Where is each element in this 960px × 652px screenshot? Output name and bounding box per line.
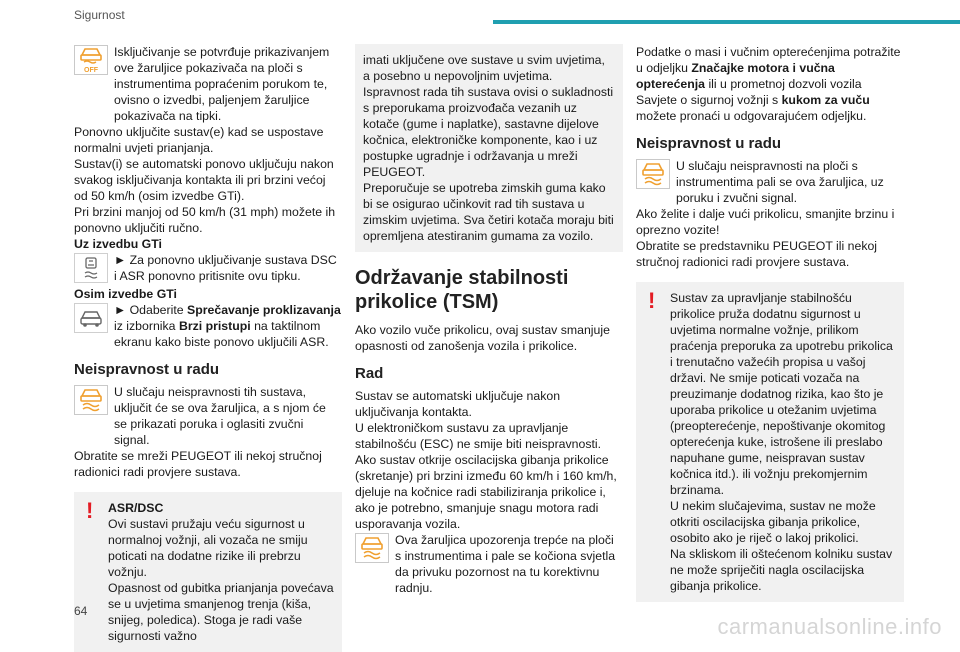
text-block: Ponovno uključite sustav(e) kad se uspostave normalni uvjeti prianjanja. — [74, 125, 324, 155]
dsc-button-icon — [74, 253, 108, 283]
text-block: Ispravnost rada tih sustava ovisi o sukladnosti s preporukama proizvođača vezanih uz kotače (gume i naplatke), sastavne dijelove kočnica, elektroničke komponente, kao i uz postupke ugradnje i održavanja u mreži PEUGEOT. — [363, 85, 614, 179]
tsm-indicator-paragraph — [355, 532, 623, 596]
text-block: Isključivanje se potvrđuje prikazivanjem ove žaruljice pokazivača na ploči s instrumentima popraćenim porukom te, ovisno o izvedbi, paljenjem žaruljice pokazivača na tipki. — [114, 45, 330, 123]
text-block: Obratite se predstavniku PEUGEOT ili nekoj stručnoj radionici radi provjere sustava. — [636, 239, 878, 269]
text-block: Ako želite i dalje vući prikolicu, smanjite brzinu i oprezno vozite! — [636, 207, 895, 237]
fault-paragraph — [74, 384, 342, 448]
esc-off-paragraph — [74, 44, 342, 124]
watermark: carmanualsonline.info — [717, 614, 942, 639]
car-outline-icon — [74, 303, 108, 333]
subheading-gti: Uz izvedbu GTi — [74, 237, 162, 251]
warning-box-tsm — [636, 282, 904, 602]
text-block: Preporučuje se upotreba zimskih guma kako bi se osigurao učinkovit rad tih sustava u zimskim uvjetima. Sva četiri kotača moraju biti opremljena atestiranim gumama za vozilo. — [363, 181, 614, 243]
warning-box-asr-dsc — [74, 492, 342, 652]
warning-title: ASR/DSC — [108, 501, 164, 515]
text-block: Sustav se automatski uključuje nakon uključivanja kontakta. — [355, 389, 561, 419]
section-heading-fault: Neispravnost u radu — [636, 135, 782, 152]
text-block: Podatke o masi i vučnim opterećenjima potražite u odjeljku Značajke motora i vučna opterećenja ili u prometnoj dozvoli vozila — [636, 45, 901, 91]
text-block: Ova žaruljica upozorenja trepće na ploči s instrumentima i pale se kočiona svjetla da privuku pozornost na tu korektivnu radnju. — [395, 533, 616, 595]
section-heading-rad: Rad — [355, 365, 384, 382]
gti-instruction — [74, 252, 342, 286]
warning-box-continued — [355, 44, 623, 252]
section-title-tsm: Održavanje stabilnosti prikolice (TSM) — [355, 267, 569, 313]
text-block: U nekim slučajevima, sustav ne može otkriti oscilacijska gibanja prikolice, osobito ako je riječ o lakoj prikolici. — [670, 499, 876, 545]
fault-paragraph — [636, 158, 904, 206]
text-block: Savjete o sigurnoj vožnji s kukom za vuču možete pronaći u odgovarajućem odjeljku. — [636, 93, 870, 123]
text-block: Pri brzini manjoj od 50 km/h (31 mph) možete ih ponovno uključiti ručno. — [74, 205, 336, 235]
esc-warning-icon — [355, 533, 389, 563]
exclamation-icon: ! — [648, 288, 656, 313]
column-3 — [636, 44, 904, 602]
text-block: U slučaju neispravnosti na ploči s instrumentima pali se ova žaruljica, uz poruku i zvučni signal. — [676, 159, 884, 205]
text-block: Ako vozilo vuče prikolicu, ovaj sustav smanjuje opasnosti od zanošenja vozila i prikolice. — [355, 323, 610, 353]
non-gti-instruction — [74, 302, 342, 350]
text-block: imati uključene ove sustave u svim uvjetima, a posebno u nepovoljnim uvjetima. — [363, 53, 605, 83]
trailer-warning-icon — [636, 159, 670, 189]
text-block: Obratite se mreži PEUGEOT ili nekoj stručnoj radionici radi provjere sustava. — [74, 449, 322, 479]
text-block: U elektroničkom sustavu za upravljanje stabilnošću (ESC) ne smije biti neispravnosti. — [355, 421, 602, 451]
esc-off-icon — [74, 45, 108, 75]
text-block: Opasnost od gubitka prianjanja povećava se u uvjetima smanjenog trenja (kiša, snijeg, poledica). Stoga je radi vaše sigurnosti važno — [108, 581, 334, 643]
section-heading-fault: Neispravnost u radu — [74, 361, 220, 378]
text-block: Ovi sustavi pružaju veću sigurnost u normalnoj vožnji, ali vozača ne smiju poticati na dodatne rizike ili prebrzu vožnju. — [108, 517, 308, 579]
subheading-non-gti: Osim izvedbe GTi — [74, 287, 177, 301]
page-section-title: Sigurnost — [74, 8, 125, 22]
column-1 — [74, 44, 342, 652]
text-block: Sustav za upravljanje stabilnošću prikolice pruža dodatnu sigurnost u uvjetima normalne vožnje, prilikom praćenja preporuka za upotrebu prikolica i trenutačno važećih propisa u vašoj državi. Ne smije poticati vozača na preuzimanje dodatnog rizika, kao što je uporaba prikolice u otežanim uvjetima (preopterećenje, nepoštivanje okomitog opterećenja kuke, istrošene ili preslabo napuhane gume, neispravan sustav kočnica itd.). ili vožnju prekomjernim brzinama. — [670, 291, 893, 497]
exclamation-icon: ! — [86, 498, 94, 523]
text-block: Ako sustav otkrije oscilacijska gibanja prikolice (skretanje) pri brzini između 60 km/h i 160 km/h, djeluje na kočnice radi stabiliziranja prikolice i, ako je potrebno, smanjuje snagu motora radi usporavanja vozila. — [355, 453, 617, 531]
text-block: U slučaju neispravnosti tih sustava, uključit će se ova žaruljica, a s njom će se prikazati poruka i oglasiti zvučni signal. — [114, 385, 326, 447]
text-block: ► Odaberite Sprečavanje proklizavanja iz izbornika Brzi pristupi na taktilnom ekranu kako biste ponovo uključili ASR. — [114, 303, 341, 349]
text-block: Sustav(i) se automatski ponovo uključuju nakon svakog isključivanja kontakta ili pri brzini većoj od 50 km/h (osim izvedbe GTi). — [74, 157, 334, 203]
esc-warning-icon — [74, 385, 108, 415]
header-accent-bar — [493, 20, 960, 24]
text-block: ► Za ponovno uključivanje sustava DSC i ASR ponovno pritisnite ovu tipku. — [114, 253, 337, 283]
text-block: Na skliskom ili oštećenom kolniku sustav ne može spriječiti nagla oscilacijska gibanja prikolice. — [670, 547, 893, 593]
page-number: 64 — [74, 604, 88, 618]
column-2 — [355, 44, 623, 596]
svg-text:OFF: OFF — [84, 67, 98, 74]
